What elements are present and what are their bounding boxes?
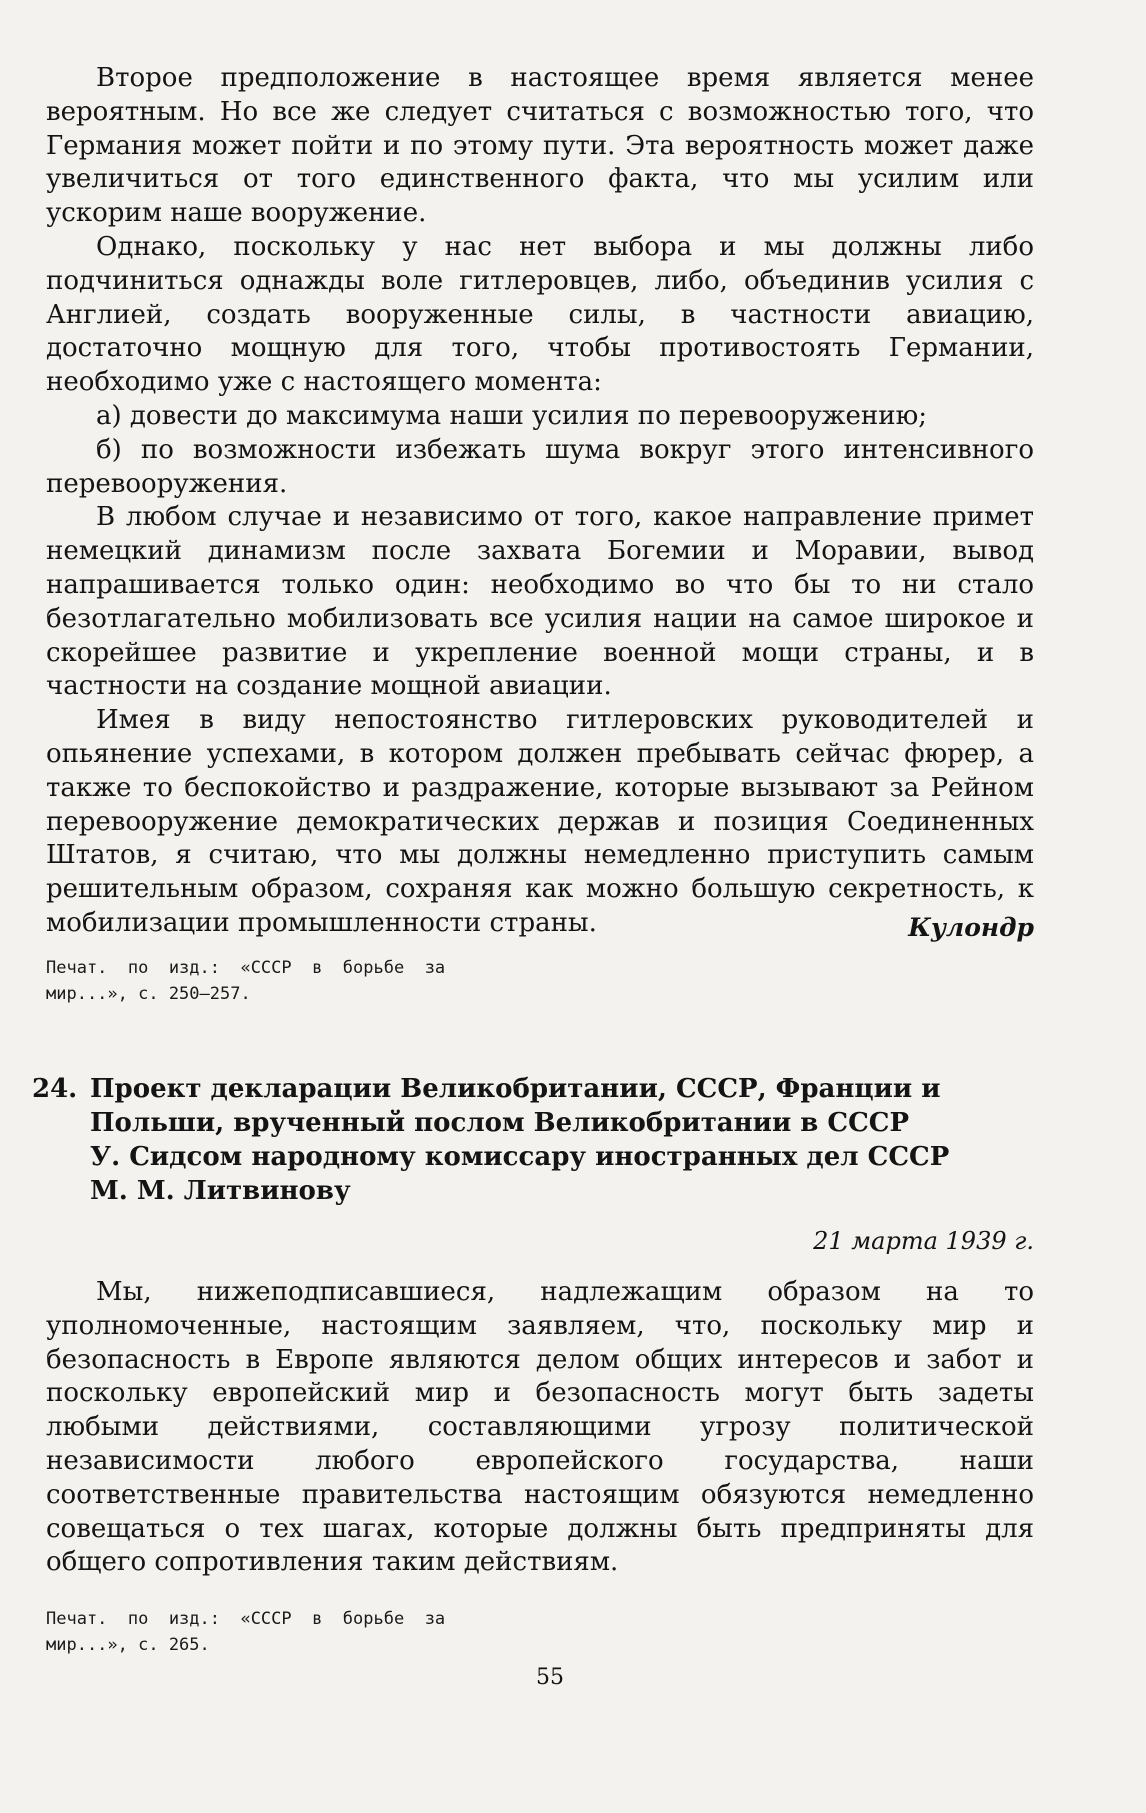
list-item: б) по возможности избежать шума вокруг этого интенсивного перевооружения.	[46, 434, 1034, 499]
main-text	[46, 62, 1034, 941]
source-note	[46, 955, 445, 1007]
source-note-line: Печат. по изд.: «СССР в борьбе за	[46, 958, 446, 978]
paragraph: В любом случае и независимо от того, какое направление примет немецкий динамизм после захвата Богемии и Моравии, вывод напрашивается только один: необходимо во что бы то ни стало безотлагательно мобилизовать все усилия нации на самое широкое и скорейшее развитие и укрепление военной мощи страны, и в частности на создание мощной авиации.	[46, 502, 1034, 702]
source-note	[46, 1606, 445, 1658]
source-note-line: мир...», с. 265.	[46, 1635, 210, 1655]
heading-line: М. М. Литвинову	[90, 1176, 351, 1206]
document-heading	[32, 1072, 1032, 1208]
document-date: 21 марта 1939 г.	[813, 1227, 1034, 1255]
page-number: 55	[536, 1665, 564, 1690]
heading-line: Польши, врученный послом Великобритании в СССР	[90, 1108, 910, 1138]
document-number: 24.	[32, 1074, 78, 1104]
list-item: а) довести до максимума наши усилия по перевооружению;	[96, 400, 927, 431]
heading-line: Проект декларации Великобритании, СССР, Франции и	[90, 1074, 941, 1104]
paragraph: Однако, поскольку у нас нет выбора и мы должны либо подчиниться однажды воле гитлеровцев, либо, объединив усилия с Англией, создать вооруженные силы, в частности авиацию, достаточно мощную для того, чтобы противостоять Германии, необходимо уже с настоящего момента:	[46, 231, 1034, 398]
paragraph: Имея в виду непостоянство гитлеровских руководителей и опьянение успехами, в котором должен пребывать сейчас фюрер, а также то беспокойство и раздражение, которые вызывают за Рейном перевооружение демократических держав и позиция Соединенных Штатов, я считаю, что мы должны немедленно приступить самым решительным образом, сохраняя как можно большую секретность, к мобилизации промышленности страны.	[46, 705, 1034, 938]
paragraph: Мы, нижеподписавшиеся, надлежащим образом на то уполномоченные, настоящим заявляем, что, поскольку мир и безопасность в Европе являются делом общих интересов и забот и поскольку европейский мир и безопасность могут быть задеты любыми действиями, составляющими угрозу политической независимости любого европейского государства, наши соответственные правительства настоящим обязуются немедленно совещаться о тех шагах, которые должны быть предприняты для общего сопротивления таким действиям.	[46, 1277, 1034, 1578]
declaration-text	[46, 1276, 1034, 1580]
heading-line: У. Сидсом народному комиссару иностранных дел СССР	[90, 1142, 950, 1172]
signature: Кулондр	[908, 913, 1034, 942]
source-note-line: Печат. по изд.: «СССР в борьбе за	[46, 1609, 446, 1629]
source-note-line: мир...», с. 250—257.	[46, 984, 251, 1004]
paragraph: Второе предположение в настоящее время является менее вероятным. Но все же следует считаться с возможностью того, что Германия может пойти и по этому пути. Эта вероятность может даже увеличиться от того единственного факта, что мы усилим или ускорим наше вооружение.	[46, 63, 1034, 229]
